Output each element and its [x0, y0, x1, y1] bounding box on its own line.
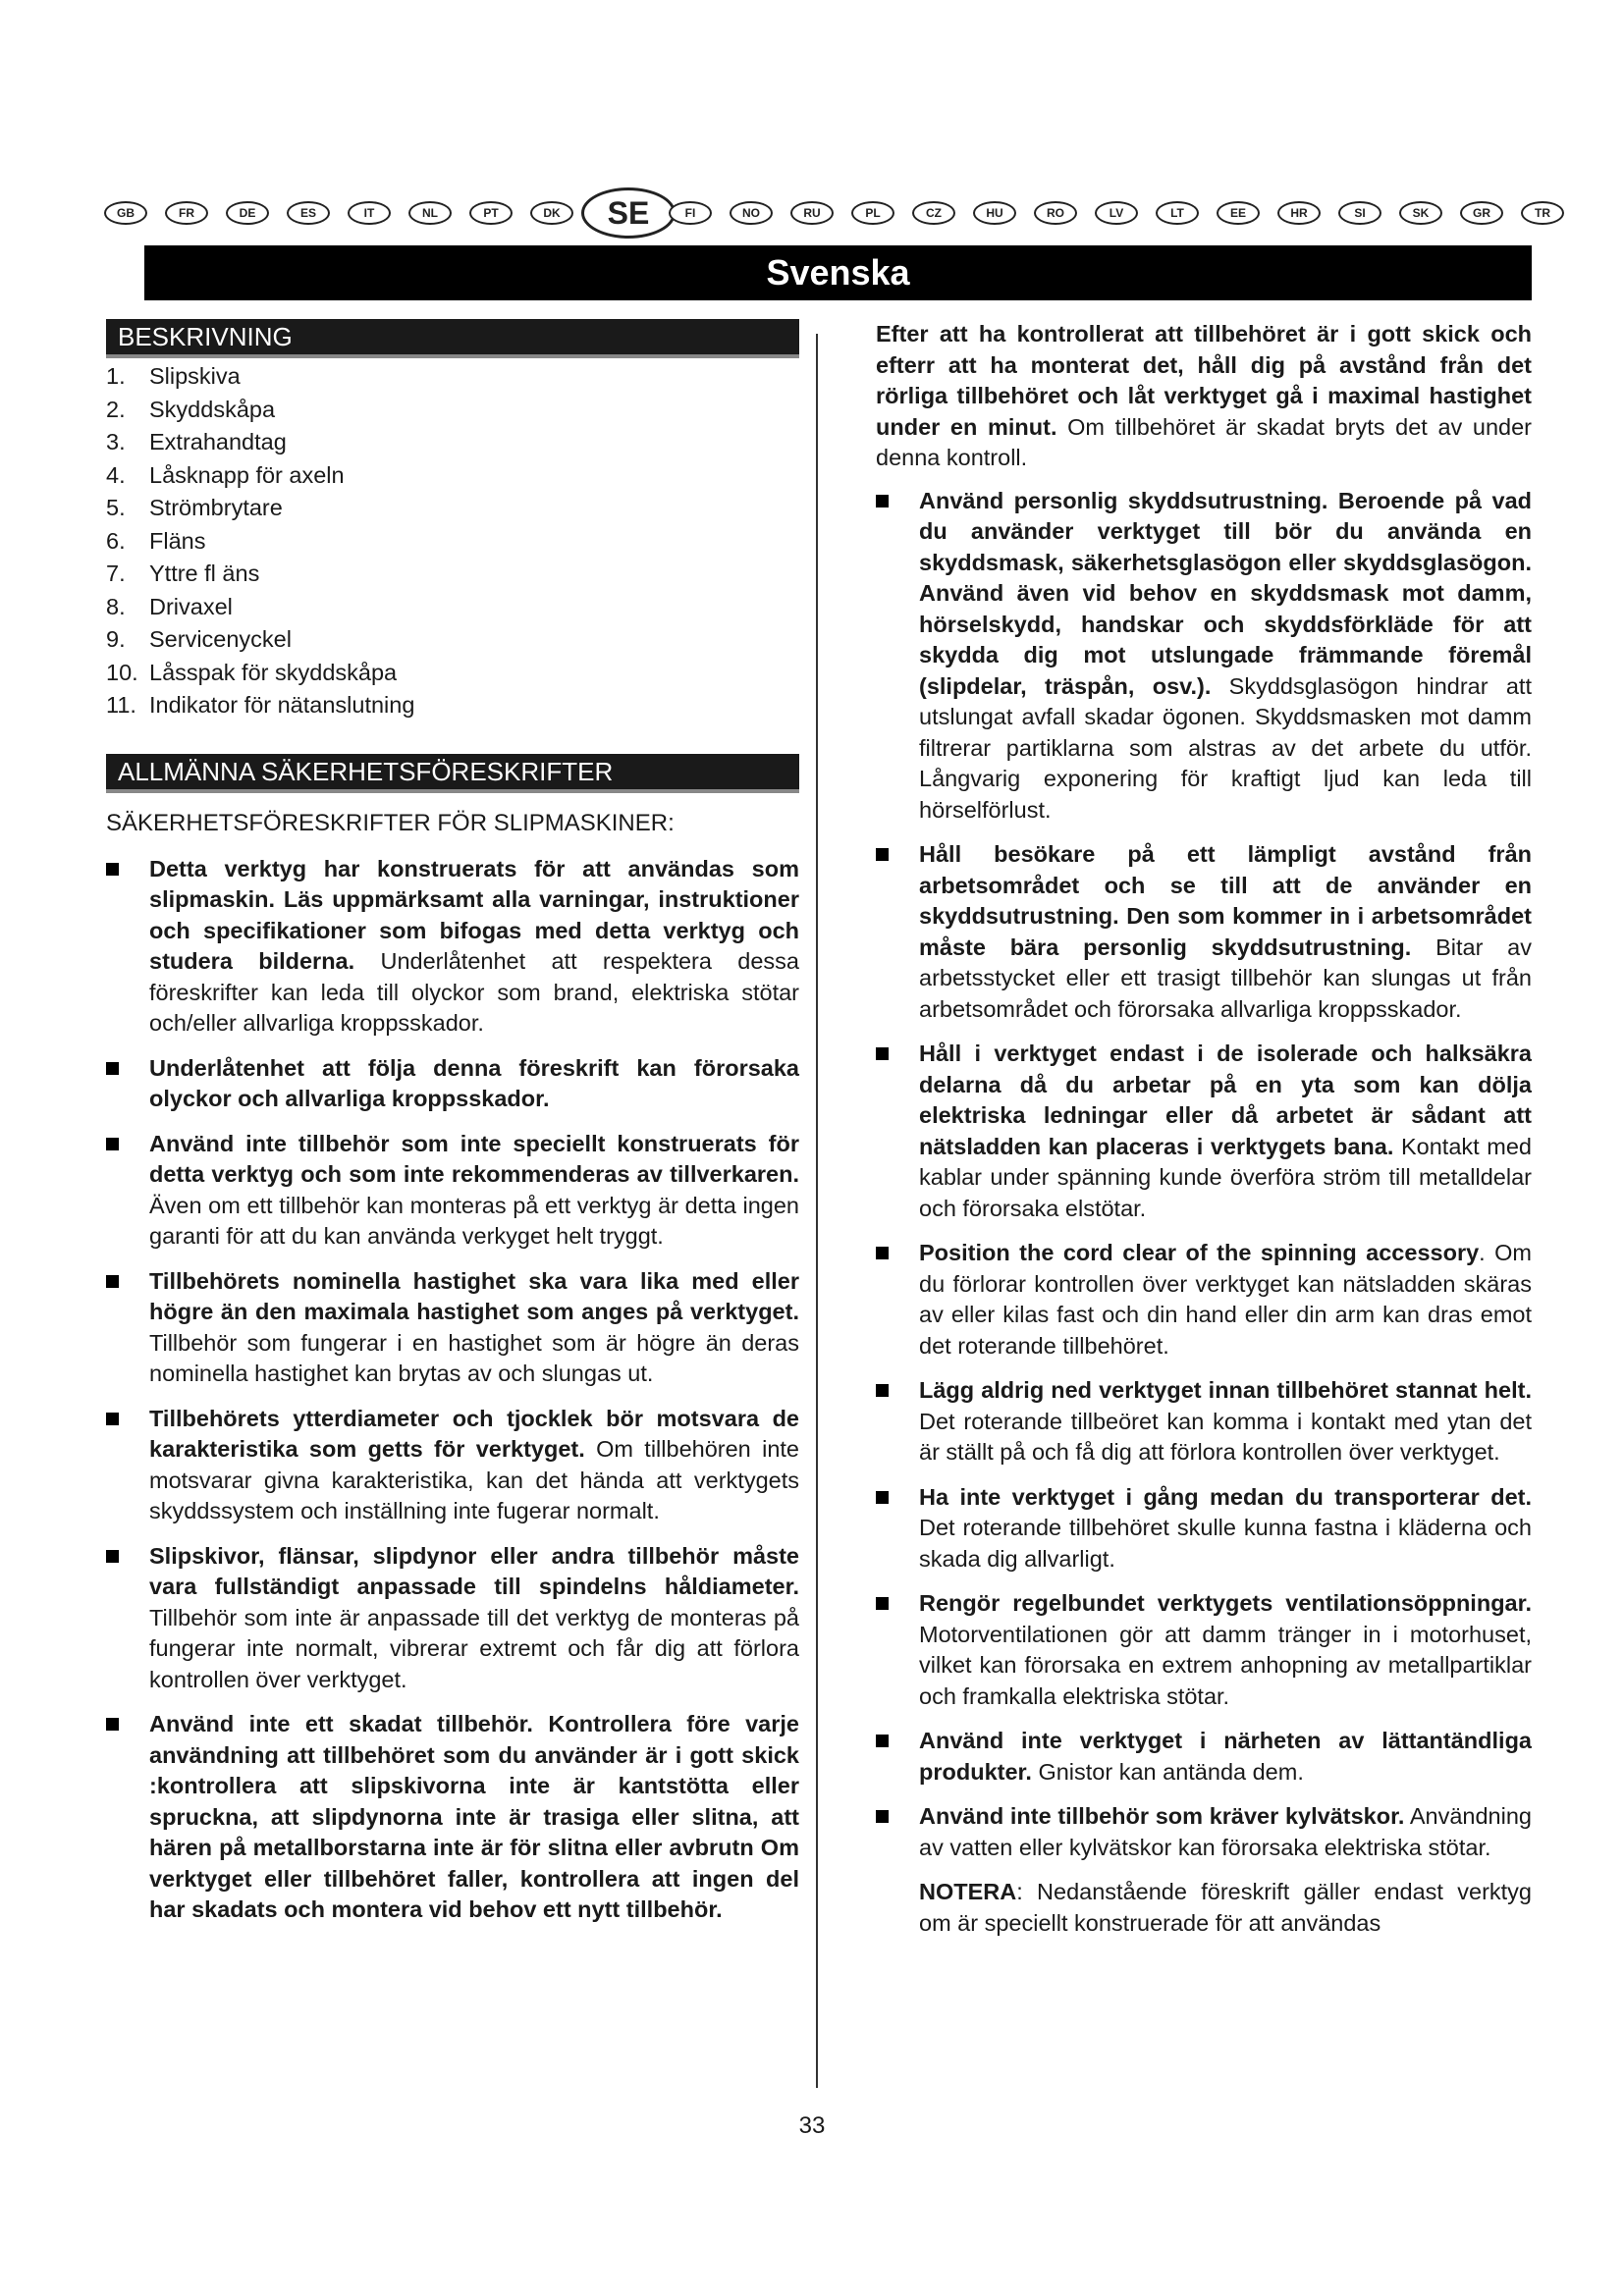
bullet-text: . Om du förlorar kontrollen över verktyget kan nätsladden skäras av eller kilas fast och din hand eller din arm kan dras emot det roterande tillbehöret. [919, 1240, 1532, 1359]
bullet-square-icon [876, 1810, 889, 1823]
list-item [106, 591, 799, 624]
item-label: Strömbrytare [149, 495, 283, 520]
item-number: 11. [106, 692, 136, 718]
bullet-square-icon [876, 1384, 889, 1397]
item-number: 7. [106, 561, 126, 586]
bullet-item [876, 1801, 1532, 1863]
bullet-text: Kontakt med kablar under spänning kunde överföra ström till metalldelar och förorsaka elstötar. [919, 1133, 1532, 1221]
bullet-text: Bitar av arbetsstycket eller ett trasigt tillbehör kan slungas ut från arbetsområdet och förorsaka allvarliga kroppsskador. [919, 934, 1533, 1022]
list-item [106, 394, 799, 427]
section-heading-safety: ALLMÄNNA SÄKERHETSFÖRESKRIFTER [106, 754, 799, 793]
bullet-item [106, 1053, 799, 1115]
bullet-square-icon [876, 1597, 889, 1610]
lang-badge-lt: LT [1156, 201, 1199, 225]
bullet-bold-text: Håll i verktyget endast i de isolerade och halksäkra delarna då du arbetar på en yta som kan dölja elektriska ledningar eller då arbetet är sådant att nätsladden kan placeras i verktygets bana. [919, 1041, 1532, 1159]
lang-badge-cz: CZ [912, 201, 955, 225]
bullet-item [106, 1129, 799, 1253]
list-item [106, 558, 799, 591]
bullet-text: Underlåtenhet att respektera dessa föreskrifter kan leda till olyckor som brand, elektriska stötar och/eller allvarliga kroppsskador. [149, 948, 799, 1036]
bullet-text: Det roterande tillbehöret skulle kunna fastna i kläderna och skada dig allvarligt. [919, 1515, 1532, 1572]
bullet-item [106, 1266, 799, 1390]
item-number: 6. [106, 527, 126, 554]
item-label: Indikator för nätanslutning [149, 692, 415, 718]
list-item [106, 459, 799, 493]
lang-badge-hr: HR [1277, 201, 1321, 225]
bullet-item [106, 1709, 799, 1926]
lang-badge-pt: PT [469, 201, 513, 225]
safety-subheading: SÄKERHETSFÖRESKRIFTER FÖR SLIPMASKINER: [106, 809, 675, 836]
item-number: 2. [106, 396, 126, 422]
lang-badge-ee: EE [1217, 201, 1260, 225]
bullet-bold-text: Använd inte ett skadat tillbehör. Kontrollera före varje användning att tillbehöret som du använder är i gott skick :kontrollera att slipskivorna inte är kantstötta eller spruckna, att slipdynorna inte är trasiga eller slitna, att hären på metallborstarna inte är för slitna eller avbrutn Om verktyget eller tillbehöret faller, kontrollera att ingen del har skadats och montera vid behov ett nytt tillbehör. [149, 1711, 799, 1922]
bullet-square-icon [876, 1047, 889, 1060]
bullet-item [106, 1404, 799, 1527]
lang-badge-sk: SK [1399, 201, 1442, 225]
item-label: Yttre fl äns [149, 561, 260, 586]
bullet-text: Motorventilationen gör att damm tränger in i motorhuset, vilket kan förorsaka en extrem anhopning av metallpartiklar och framkalla elektriska stötar. [919, 1621, 1532, 1709]
item-label: Drivaxel [149, 593, 233, 619]
list-item [106, 657, 799, 690]
list-item [106, 689, 799, 722]
bullet-bold-text: Använd inte tillbehör som inte speciellt konstruerats för detta verktyg och som inte rekommenderas av tillverkaren. [149, 1130, 799, 1187]
bullet-square-icon [106, 1138, 119, 1150]
lang-badge-nl: NL [408, 201, 452, 225]
lang-badge-ru: RU [790, 201, 834, 225]
item-number: 5. [106, 495, 126, 520]
bullet-bold-text: Tillbehörets ytterdiameter och tjocklek bör motsvara de karakteristika som getts för verktyget. [149, 1405, 799, 1462]
bullet-bold-text: Detta verktyg har konstruerats för att användas som slipmaskin. Läs uppmärksamt alla varningar, instruktioner och specifikationer som bifogas med detta verktyg och studera bilderna. [149, 855, 799, 974]
right-bullet-list [876, 486, 1532, 1864]
bullet-bold-text: Lägg aldrig ned verktyget innan tillbehöret stannat helt. [919, 1377, 1532, 1403]
bullet-text: Om tillbehören inte motsvarar givna karakteristika, kan det hända att verktygets skyddssystem och inställning inte fugerar normalt. [149, 1436, 799, 1523]
note-text: : Nedanstående föreskrift gäller endast verktyg om är speciellt konstruerade för att användas [919, 1879, 1532, 1936]
list-item [106, 623, 799, 657]
item-number: 9. [106, 626, 126, 652]
item-number: 8. [106, 593, 126, 619]
lang-badge-gr: GR [1460, 201, 1503, 225]
bullet-square-icon [876, 1491, 889, 1504]
continuation-bold: Efter att ha kontrollerat att tillbehöret är i gott skick och efterr att ha monterat det, håll dig på avstånd från det rörliga tillbehöret och låt verktyget gå i maximal hastighet under en minut. [876, 321, 1532, 440]
bullet-bold-text: Ha inte verktyget i gång medan du transporterar det. [919, 1483, 1532, 1510]
lang-badge-ro: RO [1034, 201, 1077, 225]
left-bullet-list [106, 854, 799, 1926]
note-paragraph [876, 1877, 1532, 1939]
bullet-text: Tillbehör som fungerar i en hastighet som är högre än deras nominella hastighet kan brytas av och slungas ut. [149, 1329, 799, 1386]
lang-badge-se: SE [581, 187, 676, 239]
bullet-text: Användning av vatten eller kylvätskor kan förorsaka elektriska stötar. [919, 1803, 1532, 1860]
page-title: Svenska [144, 245, 1532, 300]
list-item [106, 525, 799, 559]
item-label: Slipskiva [149, 363, 241, 389]
page-number: 33 [798, 2112, 826, 2139]
lang-badge-hu: HU [973, 201, 1016, 225]
bullet-item [876, 1039, 1532, 1224]
item-label: Servicenyckel [149, 626, 292, 652]
item-number: 10. [106, 659, 138, 685]
lang-badge-de: DE [226, 201, 269, 225]
bullet-bold-text: Använd inte tillbehör som kräver kylvätskor. [919, 1803, 1405, 1829]
lang-badge-it: IT [348, 201, 391, 225]
language-bar [0, 186, 1624, 235]
bullet-item [876, 486, 1532, 827]
lang-badge-gb: GB [104, 201, 147, 225]
continuation-text: Om tillbehöret är skadat bryts det av under denna kontroll. [876, 413, 1533, 470]
parts-list [106, 360, 799, 722]
bullet-square-icon [106, 1062, 119, 1075]
continuation-paragraph [876, 319, 1532, 474]
lang-badge-dk: DK [530, 201, 573, 225]
item-number: 3. [106, 429, 126, 454]
item-label: Extrahandtag [149, 429, 287, 454]
bullet-item [876, 839, 1532, 1025]
bullet-item [876, 1588, 1532, 1712]
bullet-text: Det roterande tillbeöret kan komma i kontakt med ytan det är ställt på och få dig att förlora kontrollen över verktyget. [919, 1408, 1532, 1465]
list-item [106, 492, 799, 525]
bullet-square-icon [106, 863, 119, 876]
note-label: NOTERA [919, 1879, 1017, 1904]
bullet-item [876, 1726, 1532, 1788]
item-label: Låsknapp för axeln [149, 461, 345, 488]
bullet-square-icon [106, 1275, 119, 1288]
bullet-bold-text: Tillbehörets nominella hastighet ska vara lika med eller högre än den maximala hastighet som anges på verktyget. [149, 1267, 799, 1324]
bullet-text: Gnistor kan antända dem. [1031, 1758, 1304, 1785]
section-heading-description: BESKRIVNING [106, 319, 799, 358]
right-column [876, 319, 1532, 1950]
bullet-item [876, 1482, 1532, 1575]
lang-badge-pl: PL [851, 201, 894, 225]
bullet-square-icon [876, 1247, 889, 1259]
lang-badge-fi: FI [669, 201, 712, 225]
bullet-bold-text: Använd personlig skyddsutrustning. Beroende på vad du använder verktyget till bör du använda en skyddsmask, säkerhetsglasögon eller skyddsglasögon. Använd även vid behov en skyddsmask mot damm, hörselskydd, handskar och skyddsförkläde för att skydda dig mot utslungade främmande föremål (slipdelar, träspån, osv.). [919, 487, 1532, 699]
list-item [106, 360, 799, 394]
item-label: Låsspak för skyddskåpa [149, 659, 398, 685]
lang-badge-es: ES [287, 201, 330, 225]
bullet-bold-text: Position the cord clear of the spinning accessory [919, 1240, 1480, 1265]
bullet-item [106, 1541, 799, 1696]
item-number: 1. [106, 363, 126, 389]
lang-badge-si: SI [1338, 201, 1381, 225]
bullet-item [106, 854, 799, 1040]
lang-badge-lv: LV [1095, 201, 1138, 225]
bullet-square-icon [876, 495, 889, 507]
column-divider [816, 334, 818, 2088]
bullet-bold-text: Använd inte verktyget i närheten av lättantändliga produkter. [919, 1728, 1532, 1785]
bullet-square-icon [106, 1550, 119, 1563]
bullet-square-icon [876, 848, 889, 861]
item-number: 4. [106, 461, 126, 488]
item-label: Fläns [149, 527, 206, 554]
bullet-bold-text: Slipskivor, flänsar, slipdynor eller andra tillbehör måste vara fullständigt anpassade till spindelns håldiameter. [149, 1542, 799, 1599]
bullet-square-icon [876, 1735, 889, 1747]
left-column [106, 319, 799, 1940]
bullet-text: Tillbehör som inte är anpassade till det verktyg de monteras på fungerar inte normalt, vibrerar extremt och får dig att förlora kontrollen över verktyget. [149, 1604, 799, 1692]
bullet-square-icon [106, 1718, 119, 1731]
bullet-bold-text: Håll besökare på ett lämpligt avstånd från arbetsområdet och se till att de använder en skyddsutrustning. Den som kommer in i arbetsområdet måste bära personlig skyddsutrustning. [919, 841, 1532, 960]
lang-badge-fr: FR [165, 201, 208, 225]
bullet-text: Även om ett tillbehör kan monteras på ett verktyg är detta ingen garanti för att du kan använda verkyget helt tryggt. [149, 1192, 799, 1249]
bullet-bold-text: Underlåtenhet att följa denna föreskrift kan förorsaka olyckor och allvarliga kroppsskador. [149, 1054, 799, 1111]
lang-badge-tr: TR [1521, 201, 1564, 225]
item-label: Skyddskåpa [149, 396, 276, 422]
bullet-square-icon [106, 1413, 119, 1425]
list-item [106, 426, 799, 459]
bullet-bold-text: Rengör regelbundet verktygets ventilationsöppningar. [919, 1590, 1532, 1616]
lang-badge-no: NO [730, 201, 773, 225]
bullet-item [876, 1238, 1532, 1362]
bullet-item [876, 1375, 1532, 1468]
bullet-text: Skyddsglasögon hindrar att utslungat avfall skadar ögonen. Skyddsmasken mot damm filtrerar partiklarna som alstras av det arbete du utför. Långvarig exponering för kraftigt ljud kan leda till hörselförlust. [919, 672, 1532, 823]
